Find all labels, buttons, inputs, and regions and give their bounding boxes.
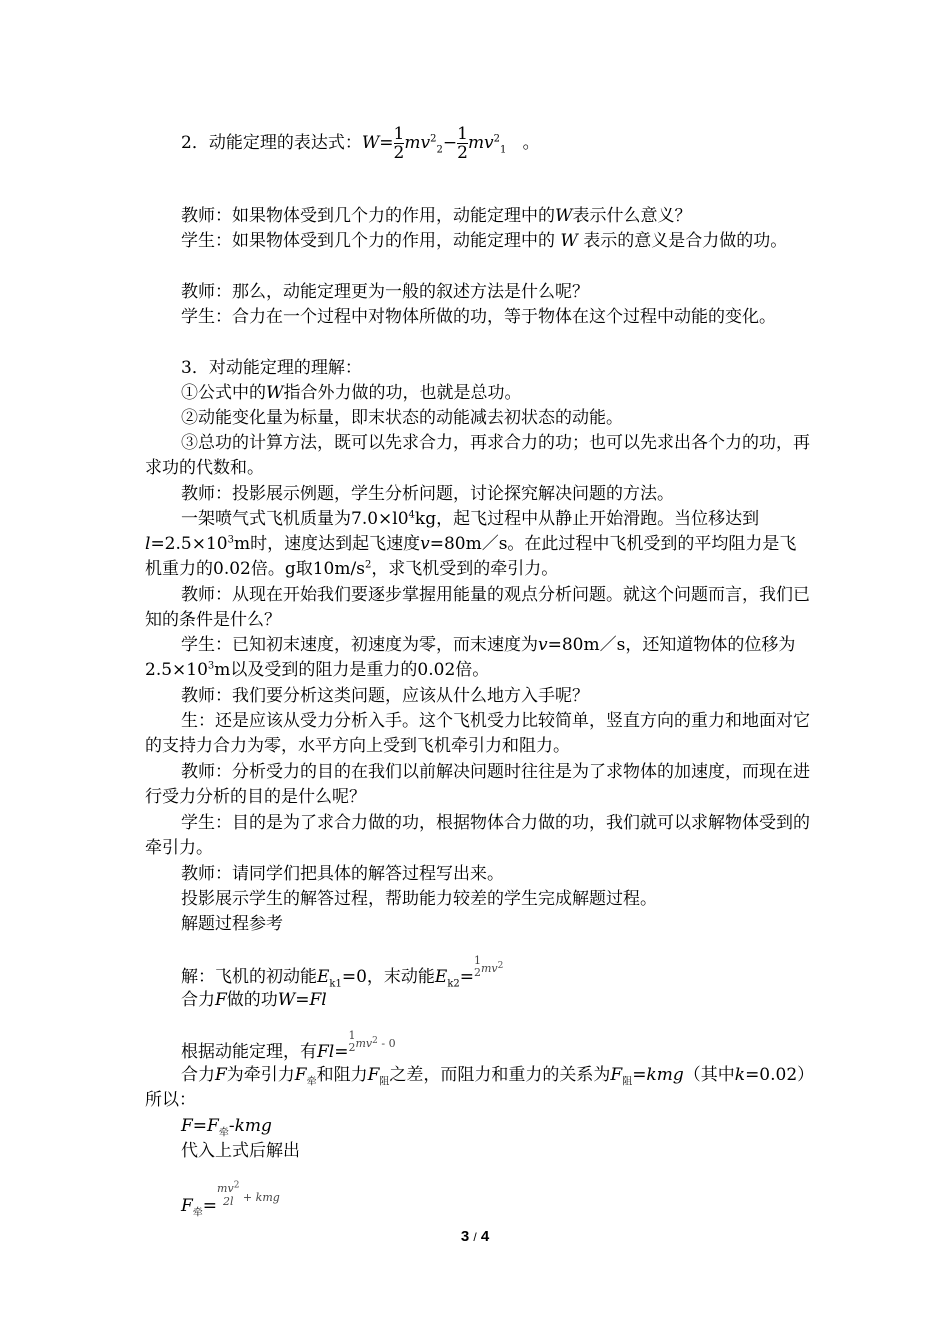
teacher-line-3: 教师：投影展示例题，学生分析问题，讨论探究解决问题的方法。 [181, 484, 674, 504]
section-heading-3: 3．对动能定理的理解： [181, 358, 362, 378]
understanding-item-3: ③总功的计算方法，既可以先求合力，再求合力的功；也可以先求出各个力的功，再求功的代数和。 [145, 433, 810, 478]
teacher-line-1: 教师：如果物体受到几个力的作用，动能定理中的W表示什么意义？ [181, 206, 692, 226]
small-fraction: 1 2 [474, 954, 481, 979]
solution-line-5: $F=F_牵$-kmg [181, 1116, 272, 1139]
solution-line-6: 代入上式后解出 [181, 1141, 300, 1161]
formula-w: W= [361, 133, 394, 153]
solution-reference-heading: 解题过程参考 [181, 914, 283, 934]
student-line-3: 学生：已知初末速度，初速度为零，而末速度为v=80m／s，还知道物体的位移为$2.5\times 10^3m$以及受到的阻力是重力的0.02倍。 [145, 635, 796, 680]
solution-line-2: 合力F做的功W=Fl [181, 990, 327, 1010]
solution-line-7: $F_牵=$ $mv^2$ 2l $^{+ kmg}$ [181, 1180, 280, 1219]
small-fraction: 1 2 [348, 1029, 356, 1054]
page-number: 3 / 4 [460, 1228, 490, 1245]
kinetic-energy-theorem-formula: 2．动能定理的表达式：W= $\frac{1}{2}$ $mv^2_2-$ $\frac{1}{2}$ $mv^2_1$ 。 [181, 124, 540, 163]
fraction-half: $\frac{1}{2}$ [393, 124, 405, 163]
understanding-item-2: ②动能变化量为标量，即末状态的动能减去初状态的动能。 [181, 408, 623, 428]
teacher-line-4: 教师：从现在开始我们要逐步掌握用能量的观点分析问题。就这个问题而言，我们已知的条件是什么？ [145, 585, 810, 630]
teacher-line-2: 教师：那么，动能定理更为一般的叙述方法是什么呢？ [181, 282, 589, 302]
projection-note: 投影展示学生的解答过程，帮助能力较差的学生完成解题过程。 [181, 889, 657, 909]
student-line-4: 生：还是应该从受力分析入手。这个飞机受力比较简单，竖直方向的重力和地面对它的支持力合力为零，水平方向上受到飞机牵引力和阻力。 [145, 711, 810, 756]
teacher-line-6: 教师：分析受力的目的在我们以前解决问题时往往是为了求物体的加速度，而现在进行受力分析的目的是什么呢？ [145, 762, 810, 807]
example-problem: 一架喷气式飞机质量为$7.0\times l0^4kg$，起飞过程中从静止开始滑跑。当位移达到$l=2.5\times 10^3m$时，速度达到起飞速度v=80m／s。在此过程中飞机受到的平均阻力是飞机重力的0.02倍。g取$10m/s^2$，求飞机受到的牵引力。 [145, 509, 797, 579]
student-line-5: 学生：目的是为了求合力做的功，根据物体合力做的功，我们就可以求解物体受到的牵引力。 [145, 813, 810, 858]
teacher-line-7: 教师：请同学们把具体的解答过程写出来。 [181, 864, 504, 884]
solution-line-4: 合力F为牵引力$F_牵$和阻力$F_阻$之差，而阻力和重力的关系为$F_阻=kmg$（其中k=0.02）所以： [145, 1065, 806, 1110]
fraction-half: $\frac{1}{2}$ [457, 124, 468, 163]
student-line-1: 学生：如果物体受到几个力的作用，动能定理中的 W 表示的意义是合力做的功。 [181, 231, 788, 251]
solution-line-3: 根据动能定理，有Fl= 1 2 $^{mv2}$ $^{- 0}$ [181, 1029, 396, 1062]
small-fraction: $mv^2$ 2l [217, 1180, 240, 1208]
solution-line-1: 解：飞机的初动能$E_{k1}=0$，末动能$E_{k2}=$ 1 2 $^{mv2}$ [181, 954, 504, 990]
teacher-line-5: 教师：我们要分析这类问题，应该从什么地方入手呢？ [181, 686, 589, 706]
student-line-2: 学生：合力在一个过程中对物体所做的功，等于物体在这个过程中动能的变化。 [181, 307, 776, 327]
understanding-item-1: ①公式中的W指合外力做的功，也就是总功。 [181, 383, 522, 403]
